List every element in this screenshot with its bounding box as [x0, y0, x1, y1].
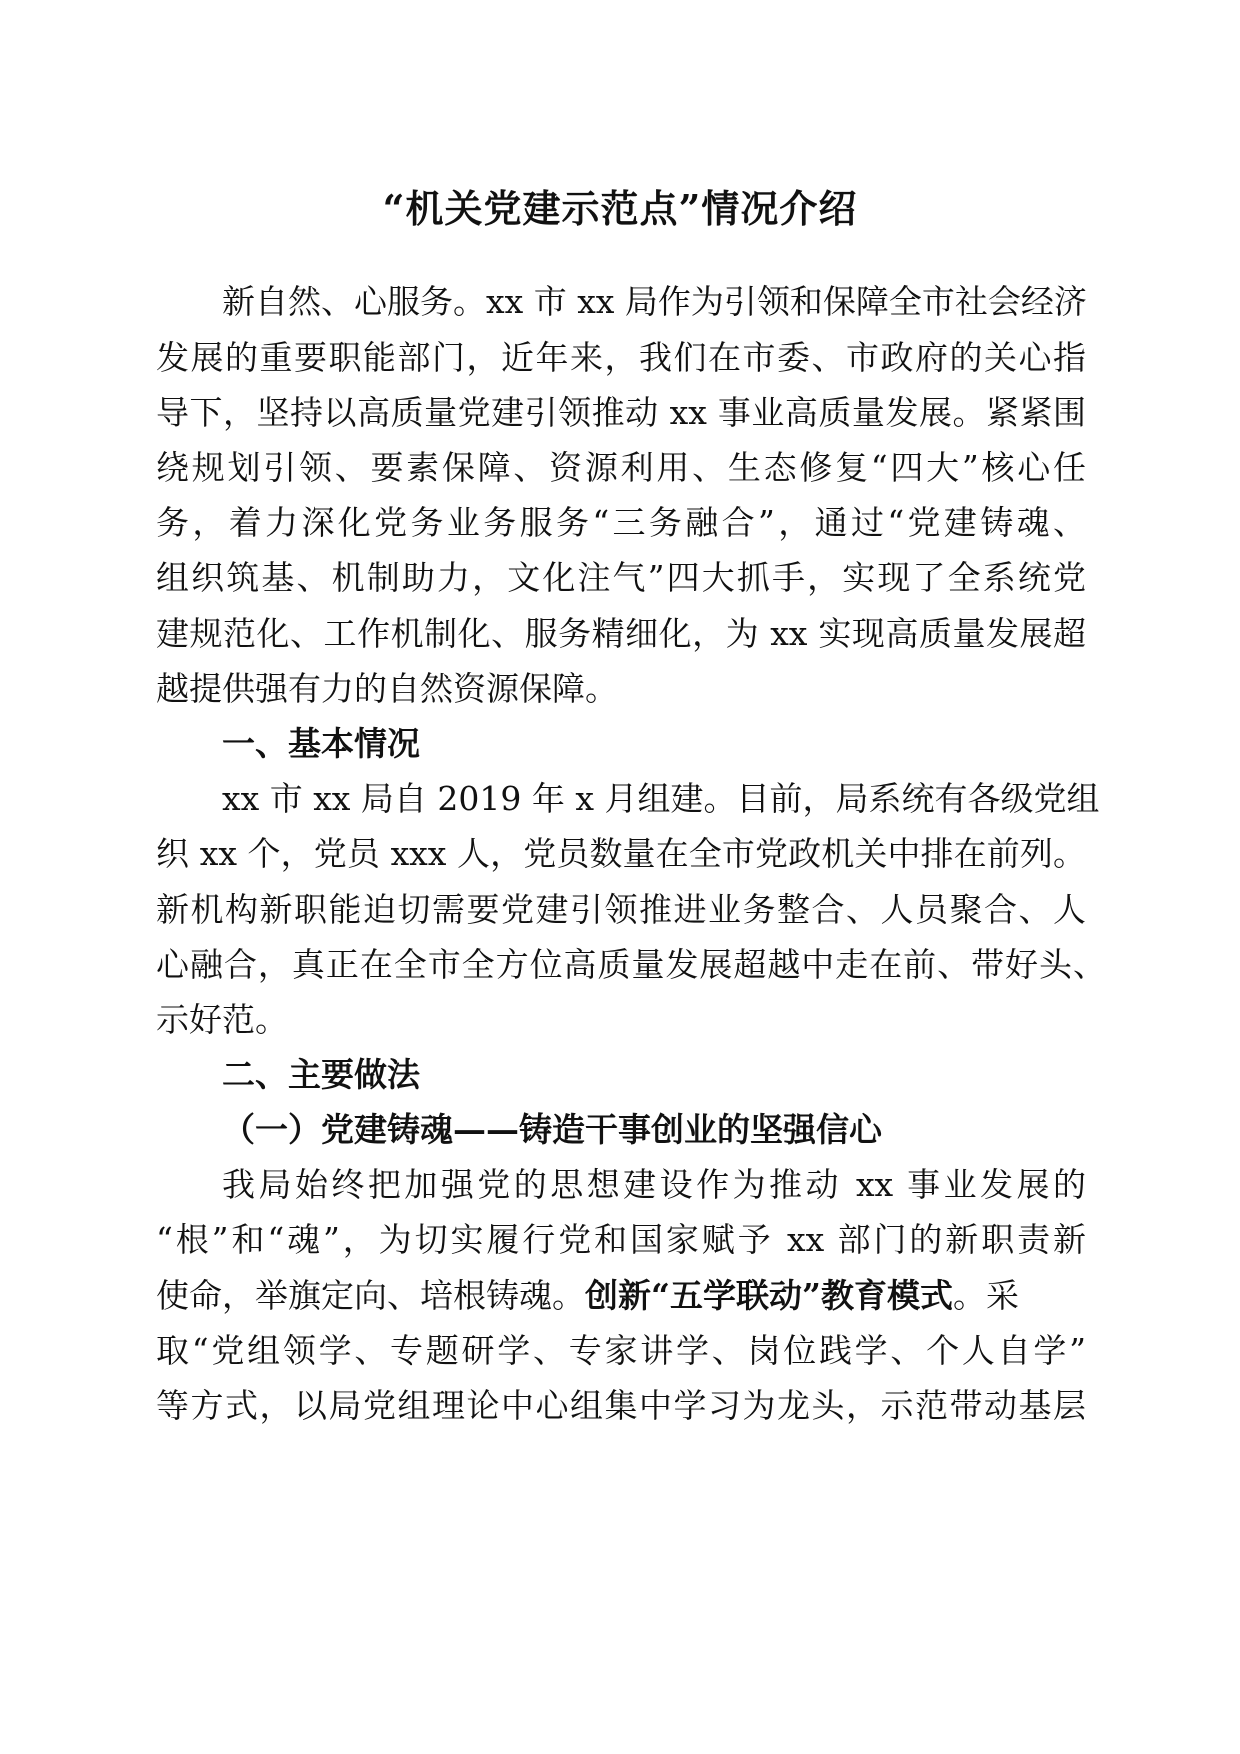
intro-line: 务，着力深化党务业务服务“三务融合”，通过“党建铸魂、 [156, 503, 1086, 542]
subsection1-line: 我局始终把加强党的思想建设作为推动 xx 事业发展的 [222, 1165, 1086, 1204]
section1-line: 织 xx 个，党员 xxx 人，党员数量在全市党政机关中排在前列。 [156, 834, 1086, 873]
section-heading-basic: 一、基本情况 [222, 724, 420, 763]
document-title: “机关党建示范点”情况介绍 [382, 186, 858, 231]
intro-line: 绕规划引领、要素保障、资源利用、生态修复“四大”核心任 [156, 448, 1086, 487]
section1-line: 示好范。 [156, 1000, 288, 1039]
intro-line: 建规范化、工作机制化、服务精细化，为 xx 实现高质量发展超 [156, 614, 1086, 653]
subsection1-line: 等方式，以局党组理论中心组集中学习为龙头，示范带动基层 [156, 1386, 1086, 1425]
subsection1-line: “根”和“魂”，为切实履行党和国家赋予 xx 部门的新职责新 [156, 1220, 1086, 1259]
section1-line: 心融合，真正在全市全方位高质量发展超越中走在前、带好头、 [156, 945, 1106, 984]
subsection1-line-mixed [156, 1276, 1086, 1316]
line-text: 。采 [952, 1276, 1019, 1315]
intro-line: 组织筑基、机制助力，文化注气”四大抓手，实现了全系统党 [156, 558, 1086, 597]
subsection1-line: 取“党组领学、专题研学、专家讲学、岗位践学、个人自学” [156, 1331, 1086, 1370]
intro-line: 导下，坚持以高质量党建引领推动 xx 事业高质量发展。紧紧围 [156, 393, 1086, 432]
section1-line: 新机构新职能迫切需要党建引领推进业务整合、人员聚合、人 [156, 890, 1086, 929]
line-text: 使命，举旗定向、培根铸魂。 [156, 1276, 585, 1315]
intro-line: 发展的重要职能部门，近年来，我们在市委、市政府的关心指 [156, 338, 1086, 377]
bold-emphasis: 创新“五学联动”教育模式 [585, 1276, 953, 1315]
subsection-heading: （一）党建铸魂——铸造干事创业的坚强信心 [222, 1110, 882, 1149]
section-heading-methods: 二、主要做法 [222, 1055, 420, 1094]
intro-line: 新自然、心服务。xx 市 xx 局作为引领和保障全市社会经济 [222, 282, 1087, 321]
intro-line: 越提供强有力的自然资源保障。 [156, 669, 618, 708]
section1-line: xx 市 xx 局自 2019 年 x 月组建。目前，局系统有各级党组 [222, 779, 1100, 818]
